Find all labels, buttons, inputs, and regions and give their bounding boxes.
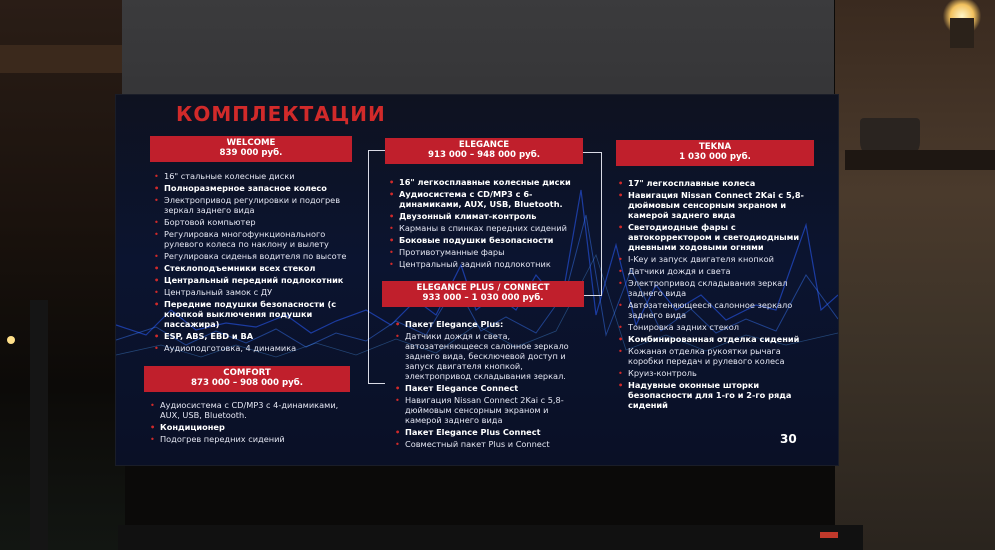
elegance-plus-price: 933 000 – 1 030 000 руб. — [422, 293, 544, 303]
elegance-features — [389, 177, 589, 271]
welcome-header — [150, 136, 352, 162]
feature-item: • Центральный передний подлокотник — [154, 275, 354, 285]
feature-item: • 16" стальные колесные диски — [154, 171, 354, 181]
feature-item: • Совместный пакет Plus и Connect — [395, 439, 570, 449]
elegance-price: 913 000 – 948 000 руб. — [427, 150, 541, 160]
feature-item: • Бортовой компьютер — [154, 217, 354, 227]
elegance-header — [385, 138, 583, 164]
feature-item: • Надувные оконные шторки безопасности для 1-го и 2-го ряда сидений — [618, 380, 813, 410]
elegance-plus-header — [382, 281, 584, 307]
feature-item: • Навигация Nissan Connect 2Kai с 5,8-дюймовым сенсорным экраном и камерой заднего вида — [395, 395, 570, 425]
presentation-slide — [116, 95, 838, 465]
feature-item: • Автозатеняющееся салонное зеркало заднего вида — [618, 300, 813, 320]
comfort-price: 873 000 – 908 000 руб. — [190, 378, 304, 388]
comfort-name: COMFORT — [223, 368, 271, 378]
feature-item: • Электропривод регулировки и подогрев зеркал заднего вида — [154, 195, 354, 215]
wall-shelf — [845, 150, 995, 170]
feature-item: • Двузонный климат-контроль — [389, 211, 589, 221]
feature-item: • Аудиоподготовка, 4 динамика — [154, 343, 354, 353]
feature-item: • Светодиодные фары с автокорректором и светодиодными дневными ходовыми огнями — [618, 222, 813, 252]
feature-item: • Полноразмерное запасное колесо — [154, 183, 354, 193]
feature-item: • Стеклоподъемники всех стекол — [154, 263, 354, 273]
feature-item: • Круиз-контроль — [618, 368, 813, 378]
elegance-plus-name: ELEGANCE PLUS / CONNECT — [416, 283, 550, 293]
wall-lamp — [950, 18, 974, 48]
slide-title: КОМПЛЕКТАЦИИ — [176, 102, 386, 126]
feature-item: • Центральный замок с ДУ — [154, 287, 354, 297]
feature-item: • Кожаная отделка рукоятки рычага коробки передач и рулевого колеса — [618, 346, 813, 366]
elegance-plus-features — [395, 319, 570, 451]
feature-item: • Электропривод складывания зеркал заднего вида — [618, 278, 813, 298]
feature-item: • Навигация Nissan Connect 2Kai с 5,8-дюймовым сенсорным экраном и камерой заднего вида — [618, 190, 813, 220]
feature-item: • Противотуманные фары — [389, 247, 589, 257]
feature-item: • Регулировка сиденья водителя по высоте — [154, 251, 354, 261]
welcome-price: 839 000 руб. — [219, 148, 283, 158]
feature-item: • ESP, ABS, EBD и BA — [154, 331, 354, 341]
welcome-name: WELCOME — [226, 138, 276, 148]
tekna-header — [616, 140, 814, 166]
feature-item: • Пакет Elegance Plus Connect — [395, 427, 570, 437]
comfort-features — [150, 400, 350, 446]
tekna-name: TEKNA — [698, 142, 732, 152]
feature-item: • Тонировка задних стекол — [618, 322, 813, 332]
ceiling-beam — [0, 45, 125, 73]
connector-line — [368, 150, 385, 384]
feature-item: • Комбинированная отделка сидений — [618, 334, 813, 344]
feature-item: • Передние подушки безопасности (с кнопкой выключения подушки пассажира) — [154, 299, 354, 329]
room-wall-right — [835, 0, 995, 550]
feature-item: • Центральный задний подлокотник — [389, 259, 589, 269]
screen-badge — [820, 532, 838, 538]
feature-item: • Аудиосистема с CD/MP3 с 4-динамиками, AUX, USB, Bluetooth. — [150, 400, 350, 420]
distant-light — [7, 336, 15, 344]
feature-item: • Аудиосистема с CD/MP3 с 6-динамиками, AUX, USB, Bluetooth. — [389, 189, 589, 209]
feature-item: • Пакет Elegance Plus: — [395, 319, 570, 329]
feature-item: • Датчики дождя и света — [618, 266, 813, 276]
feature-item: • Боковые подушки безопасности — [389, 235, 589, 245]
feature-item: • Кондиционер — [150, 422, 350, 432]
feature-item: • Карманы в спинках передних сидений — [389, 223, 589, 233]
feature-item: • Пакет Elegance Connect — [395, 383, 570, 393]
comfort-header — [144, 366, 350, 392]
feature-item: • 16" легкосплавные колесные диски — [389, 177, 589, 187]
tekna-price: 1 030 000 руб. — [679, 152, 751, 162]
feature-item: • Датчики дождя и света, автозатеняющееся салонное зеркало заднего вида, бесключевой доступ и запуск двигателя кнопкой, электропривод складывания зеркал. — [395, 331, 570, 381]
dark-post — [30, 300, 48, 550]
elegance-name: ELEGANCE — [458, 140, 510, 150]
tekna-features — [618, 178, 813, 412]
slide-page-number: 30 — [780, 432, 797, 446]
feature-item: • Регулировка многофункционального рулевого колеса по наклону и вылету — [154, 229, 354, 249]
feature-item: • I-Key и запуск двигателя кнопкой — [618, 254, 813, 264]
room-wall-left — [0, 0, 125, 550]
welcome-features — [154, 171, 354, 355]
feature-item: • Подогрев передних сидений — [150, 434, 350, 444]
feature-item: • 17" легкосплавные колеса — [618, 178, 813, 188]
screen-bottom-bar — [118, 525, 863, 550]
